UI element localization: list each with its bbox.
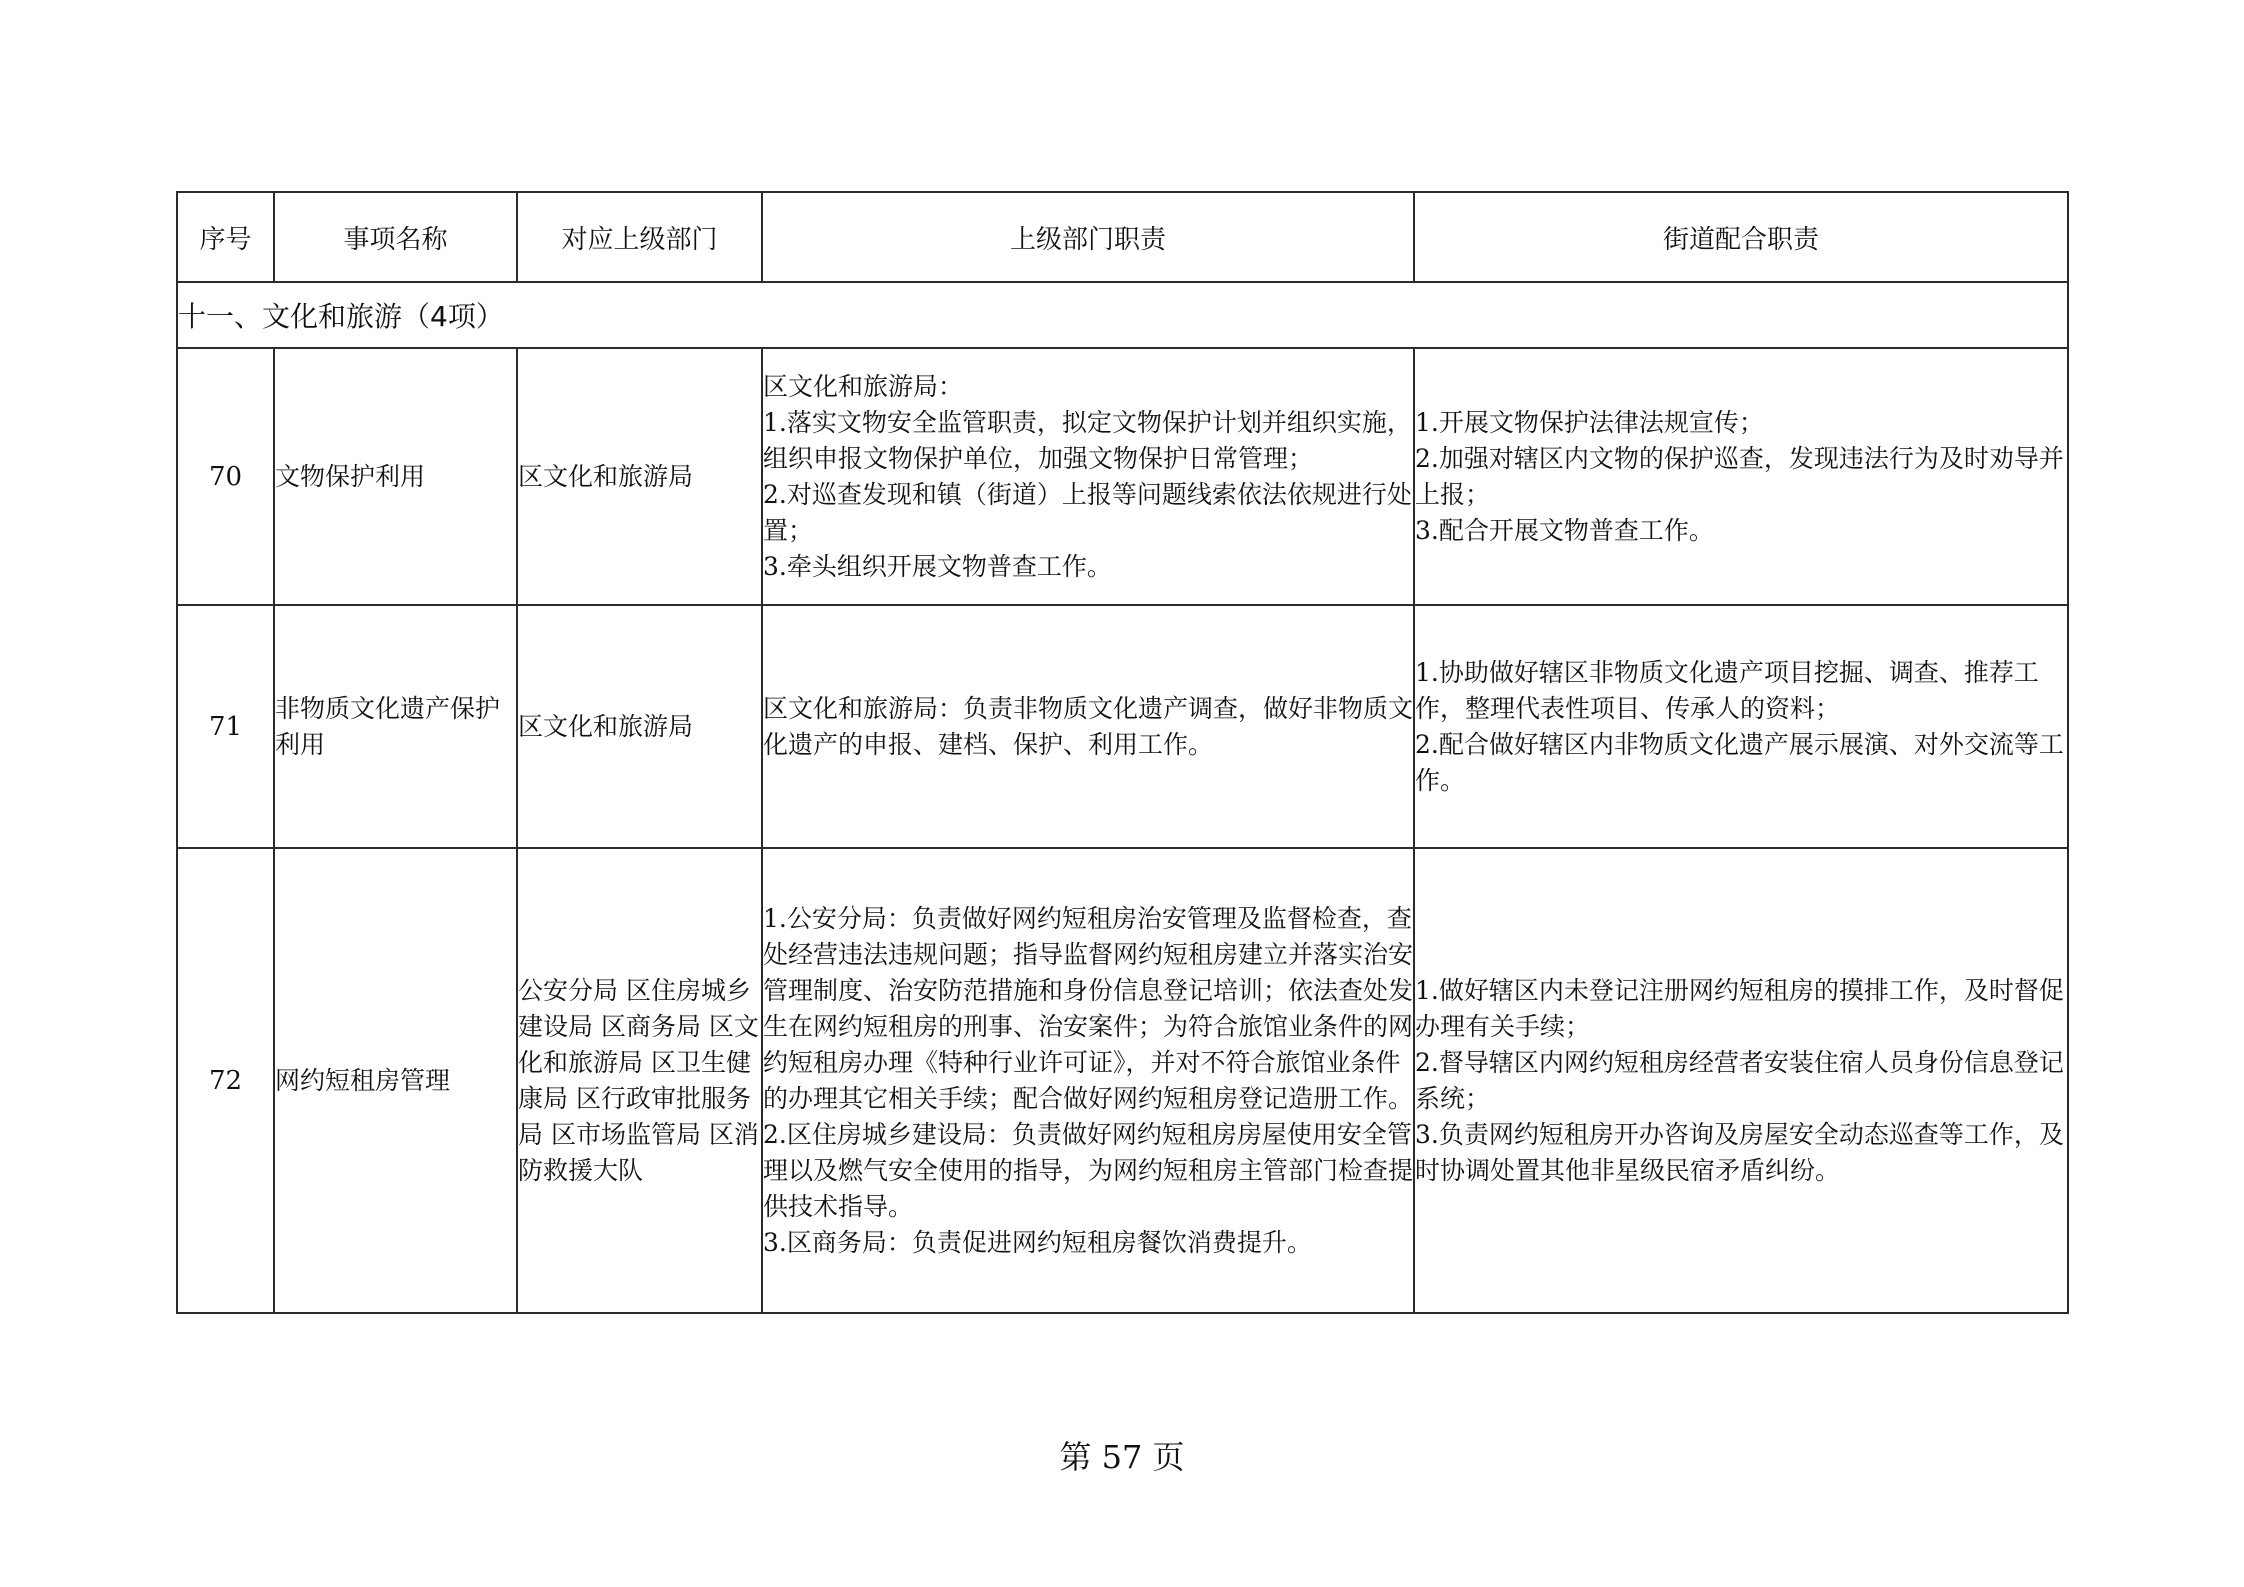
row-number: 71 bbox=[177, 605, 274, 848]
table-row bbox=[177, 348, 2068, 605]
row-department-duty: 区文化和旅游局： 1.落实文物安全监管职责，拟定文物保护计划并组织实施，组织申报文物保护单位，加强文物保护日常管理； 2.对巡查发现和镇（街道）上报等问题线索依法依规进行处置； 3.牵头组织开展文物普查工作。 bbox=[762, 348, 1414, 605]
row-street-duty: 1.协助做好辖区非物质文化遗产项目挖掘、调查、推荐工作，整理代表性项目、传承人的资料； 2.配合做好辖区内非物质文化遗产展示展演、对外交流等工作。 bbox=[1414, 605, 2068, 848]
row-department: 区文化和旅游局 bbox=[517, 605, 762, 848]
row-item-name: 网约短租房管理 bbox=[274, 848, 517, 1313]
row-item-name: 文物保护利用 bbox=[274, 348, 517, 605]
row-department: 公安分局 区住房城乡建设局 区商务局 区文化和旅游局 区卫生健康局 区行政审批服务局 区市场监管局 区消防救援大队 bbox=[517, 848, 762, 1313]
table-row bbox=[177, 848, 2068, 1313]
row-item-name: 非物质文化遗产保护利用 bbox=[274, 605, 517, 848]
section-title: 十一、文化和旅游（4项） bbox=[177, 282, 2068, 348]
responsibility-table bbox=[176, 191, 2069, 1314]
row-number: 72 bbox=[177, 848, 274, 1313]
row-number: 70 bbox=[177, 348, 274, 605]
header-department-duty: 上级部门职责 bbox=[762, 192, 1414, 282]
header-item-name: 事项名称 bbox=[274, 192, 517, 282]
page-number: 第 57 页 bbox=[1059, 1438, 1185, 1476]
row-department: 区文化和旅游局 bbox=[517, 348, 762, 605]
row-department-duty: 区文化和旅游局：负责非物质文化遗产调查，做好非物质文化遗产的申报、建档、保护、利用工作。 bbox=[762, 605, 1414, 848]
table-header-row bbox=[177, 192, 2068, 282]
row-department-duty: 1.公安分局：负责做好网约短租房治安管理及监督检查，查处经营违法违规问题；指导监督网约短租房建立并落实治安管理制度、治安防范措施和身份信息登记培训；依法查处发生在网约短租房的刑事、治安案件；为符合旅馆业条件的网约短租房办理《特种行业许可证》，并对不符合旅馆业条件的办理其它相关手续；配合做好网约短租房登记造册工作。 2.区住房城乡建设局：负责做好网约短租房房屋使用安全管理以及燃气安全使用的指导，为网约短租房主管部门检查提供技术指导。 3.区商务局：负责促进网约短租房餐饮消费提升。 bbox=[762, 848, 1414, 1313]
table-row bbox=[177, 605, 2068, 848]
header-number: 序号 bbox=[177, 192, 274, 282]
header-street-duty: 街道配合职责 bbox=[1414, 192, 2068, 282]
row-street-duty: 1.做好辖区内未登记注册网约短租房的摸排工作，及时督促办理有关手续； 2.督导辖区内网约短租房经营者安装住宿人员身份信息登记系统； 3.负责网约短租房开办咨询及房屋安全动态巡查等工作，及时协调处置其他非星级民宿矛盾纠纷。 bbox=[1414, 848, 2068, 1313]
section-row bbox=[177, 282, 2068, 348]
header-department: 对应上级部门 bbox=[517, 192, 762, 282]
row-street-duty: 1.开展文物保护法律法规宣传； 2.加强对辖区内文物的保护巡查，发现违法行为及时劝导并上报； 3.配合开展文物普查工作。 bbox=[1414, 348, 2068, 605]
